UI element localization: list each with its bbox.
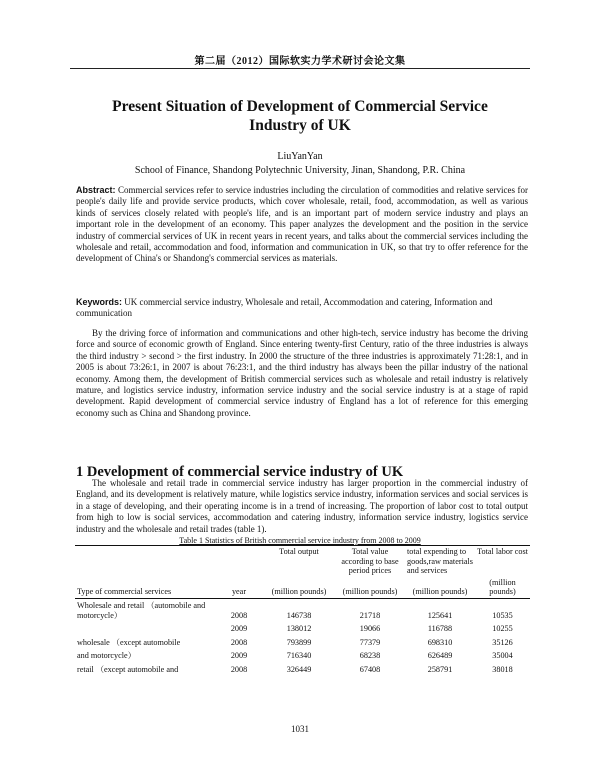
keywords-label: Keywords: [76, 297, 123, 307]
paper-title: Present Situation of Development of Commercial Service Industry of UK [112, 98, 488, 134]
header-type: Type of commercial services [75, 577, 215, 599]
header-total-expending: total expending to goods,raw materials and services [405, 546, 475, 577]
row-labor: 35004 [492, 651, 513, 661]
section-heading: 1 Development of commercial service industry of UK [76, 464, 404, 480]
author-affiliation: School of Finance, Shandong Polytechnic University, Jinan, Shandong, P.R. China [134, 165, 466, 176]
keywords [76, 297, 528, 320]
abstract [76, 185, 528, 265]
row-output: 793899 [286, 637, 312, 647]
header-total-value-unit: (million pounds) [335, 577, 405, 599]
row-expending: 626489 [427, 651, 453, 661]
statistics-table [75, 545, 530, 677]
row-value: 68238 [359, 651, 381, 661]
row-expending: 698310 [427, 637, 453, 647]
section-paragraph: The wholesale and retail trade in commercial service industry has larger proportion in the commercial industry of England, and its development is relatively mature, while logistics service industry, information services and social services is in a stage of developing, and their operating income is in a trend of increasing. The proportion of labor cost to total output from high to low is social services, accommodation and catering industry, information service industry, logistics service industry and the wholesale and retail trades (table 1). [76, 478, 528, 534]
row-output: 326449 [286, 664, 312, 674]
row-labor: 35126 [492, 637, 513, 647]
row-labor: 10535 [492, 610, 513, 620]
row-type: Wholesale and retail （automobile and motorcycle） [77, 600, 206, 620]
table-row [75, 663, 530, 677]
row-value: 19066 [359, 624, 381, 634]
row-labor: 10255 [492, 624, 513, 634]
row-type: retail （except automobile and [77, 664, 179, 674]
header-total-value: Total value according to base period prices [335, 546, 405, 577]
row-output: 138012 [286, 624, 312, 634]
row-expending: 116788 [427, 624, 453, 634]
header-total-labor-unit: (million pounds) [475, 577, 530, 599]
row-year: 2009 [230, 624, 248, 634]
table-row [75, 622, 530, 636]
row-year: 2008 [230, 610, 248, 620]
abstract-label: Abstract: [76, 185, 116, 195]
row-expending: 125641 [427, 610, 453, 620]
table-row [75, 598, 530, 622]
row-type: wholesale （except automobile [77, 637, 181, 647]
row-labor: 38018 [492, 664, 513, 674]
row-year: 2008 [230, 664, 248, 674]
row-type [75, 622, 215, 636]
row-output: 716340 [286, 651, 312, 661]
row-value: 67408 [359, 664, 381, 674]
author-name: LiuYanYan [277, 151, 323, 162]
header-total-labor: Total labor cost [475, 546, 530, 577]
header-total-output: Total output [263, 546, 335, 577]
table-row [75, 636, 530, 650]
abstract-text: Commercial services refer to service industries including the circulation of commodities and relative services for people's daily life and provide service products, which cover wholesale, retail, food, accommodation, as well as various kinds of services closely related with people's life, and is an important part of modern service industry and plays an important role in the development of an economy. This paper analyzes the development and the position in the service industry of commercial services of UK in recent years in recent years, and talks about the commercial services including the wholesale and retail, accommodation and food, information and communication in UK, so that try to offer reference for the development of China's or Shandong's commercial services as materials. [76, 185, 529, 264]
page-number: 1031 [291, 724, 309, 734]
row-type: and motorcycle） [77, 651, 136, 661]
row-output: 146738 [286, 610, 312, 620]
header-rule [70, 68, 530, 69]
table-row [75, 649, 530, 663]
table-caption: Table 1 Statistics of British commercial service industry from 2008 to 2009 [179, 536, 421, 545]
row-value: 77379 [359, 637, 381, 647]
row-value: 21718 [359, 610, 381, 620]
intro-paragraph: By the driving force of information and communications and other high-tech, service industry has become the driving force and source of economic growth of England. Since entering twenty-first Century, ratio of the three industries is always the third industry > second > the first industry. In 2000 the structure of the three industries is approximately 71:28:1, and in 2005 is about 73:26:1, in 2007 is about 76:23:1, and the third industry has always been the pillar industry of the national economy. Among them, the development of British commercial services such as wholesale and retail industry is relatively mature, and logistics service industry, information service industry and the social service industry is at a stage of rapid development. Rapid development of commercial service industry of England has a lot of reference for this emerging economy such as China and Shandong province. [76, 328, 528, 418]
header-total-output-unit: (million pounds) [263, 577, 335, 599]
running-header: 第二届（2012）国际软实力学术研讨会论文集 [194, 56, 406, 67]
keywords-text: UK commercial service industry, Wholesale and retail, Accommodation and catering, Information and communication [76, 297, 493, 319]
row-year: 2009 [230, 651, 248, 661]
header-total-expending-unit: (million pounds) [405, 577, 475, 599]
row-expending: 258791 [427, 664, 453, 674]
header-year: year [215, 577, 263, 599]
row-year: 2008 [230, 637, 248, 647]
